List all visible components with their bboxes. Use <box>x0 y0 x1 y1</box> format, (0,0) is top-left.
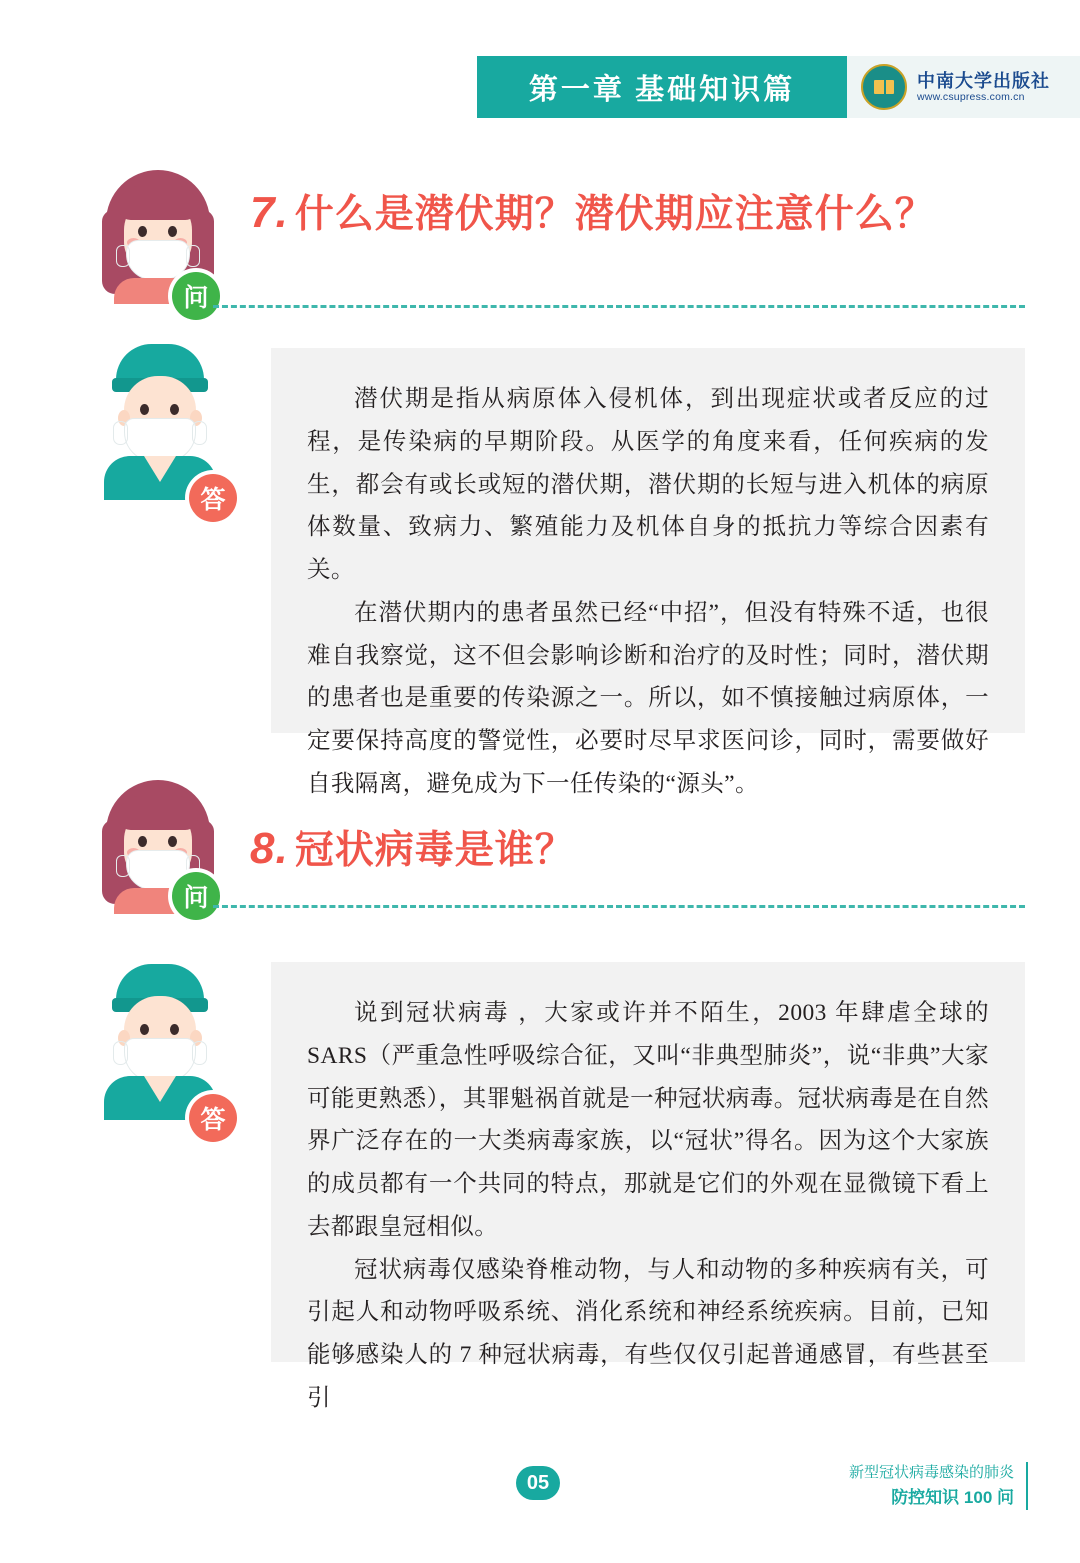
doctor-avatar-icon-8 <box>96 964 224 1114</box>
answer-badge-8: 答 <box>189 1094 237 1142</box>
page-number-badge: 05 <box>516 1466 560 1500</box>
publisher-logo-block <box>847 56 1080 118</box>
ask-badge-7: 问 <box>172 272 220 320</box>
answer-badge-7: 答 <box>189 474 237 522</box>
doctor-avatar-icon-7 <box>96 344 224 494</box>
answer-box-7 <box>271 348 1025 797</box>
answer-paragraph-7-1: 潜伏期是指从病原体入侵机体，到出现症状或者反应的过程，是传染病的早期阶段。从医学的角度来看，任何疾病的发生，都会有或长或短的潜伏期，潜伏期的长短与进入机体的病原体数量、致病力、繁殖能力及机体自身的抵抗力等综合因素有关。 <box>307 386 989 584</box>
page-header <box>0 56 1080 118</box>
ask-badge-8: 问 <box>172 872 220 920</box>
divider-8 <box>213 905 1025 908</box>
publisher-text <box>917 71 1050 104</box>
answer-box-8 <box>271 962 1025 1411</box>
divider-7 <box>213 305 1025 308</box>
question-number-8: 8. <box>250 824 289 873</box>
question-title-7 <box>250 182 990 244</box>
publisher-emblem-icon <box>861 64 907 110</box>
chapter-title: 第一章 基础知识篇 <box>528 73 796 106</box>
footer-book-line1: 新型冠状病毒感染的肺炎 <box>848 1464 1014 1481</box>
question-text-8: 冠状病毒是谁？ <box>294 829 575 872</box>
answer-paragraph-7-2: 在潜伏期内的患者虽然已经“中招”，但没有特殊不适，也很难自我察觉，这不但会影响诊断和治疗的及时性；同时，潜伏期的患者也是重要的传染源之一。所以，如不慎接触过病原体，一定要保持高度的警觉性，必要时尽早求医问诊，同时，需要做好自我隔离，避免成为下一任传染的“源头”。 <box>307 599 989 797</box>
answer-paragraph-8-1: 说到冠状病毒 ，大家或许并不陌生，2003 年肆虐全球的 SARS（严重急性呼吸综合征，又叫“非典型肺炎”，说“非典”大家可能更熟悉），其罪魁祸首就是一种冠状病毒。冠状病毒是在自然界广泛存在的一大类病毒家族，以“冠状”得名。因为这个大家族的成员都有一个共同的特点，那就是它们的外观在显微镜下看上去都跟皇冠相似。 <box>307 1000 989 1240</box>
question-number-7: 7. <box>250 188 289 237</box>
question-text-7: 什么是潜伏期？潜伏期应注意什么？ <box>294 193 935 236</box>
publisher-name: 中南大学出版社 <box>917 70 1050 91</box>
answer-paragraph-8-2: 冠状病毒仅感染脊椎动物，与人和动物的多种疾病有关，可引起人和动物呼吸系统、消化系统和神经系统疾病。目前，已知能够感染人的 7 种冠状病毒，有些仅仅引起普通感冒，有些甚至引 <box>307 1256 989 1411</box>
footer-book-line2: 防控知识 100 问 <box>891 1487 1014 1507</box>
chapter-banner <box>477 56 847 118</box>
publisher-url: www.csupress.com.cn <box>917 91 1025 104</box>
question-title-8 <box>250 818 990 880</box>
footer-book-title <box>849 1462 1028 1510</box>
